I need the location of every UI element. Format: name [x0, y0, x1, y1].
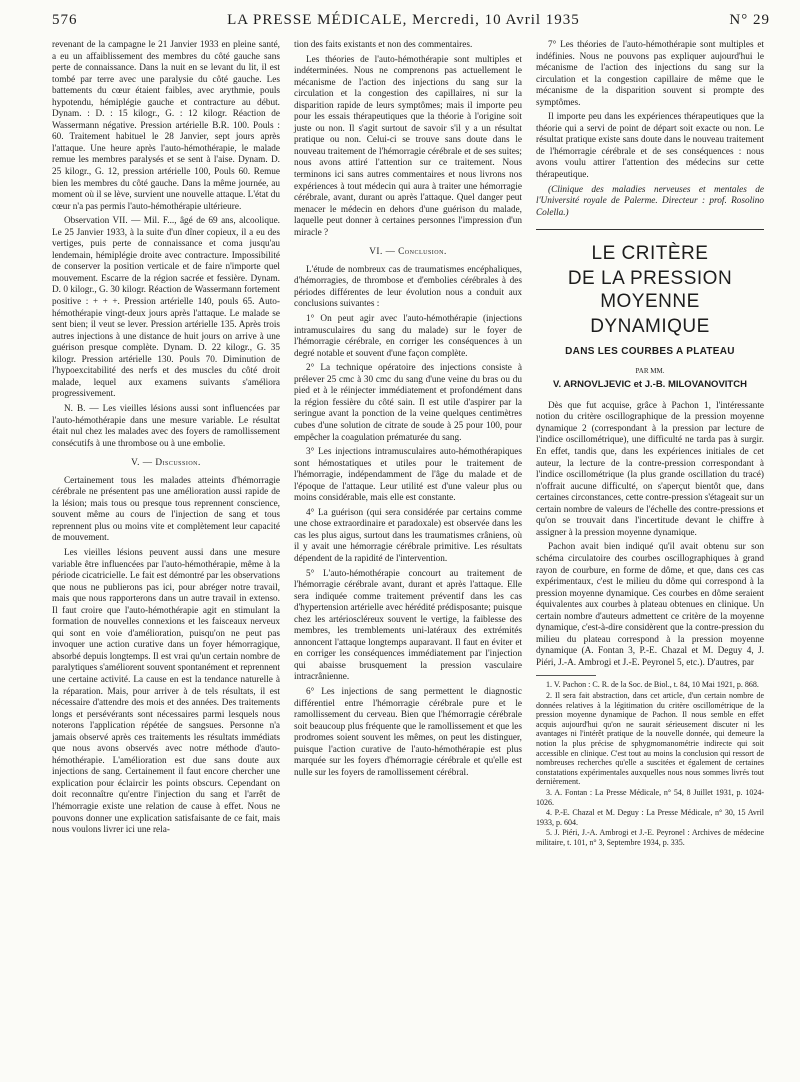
- paragraph: 5° L'auto-hémothérapie concourt au traitement de l'hémorragie cérébrale avant, durant et après l'attaque. Elle sera indiquée comme traitement préventif dans les cas d'hypertension artérielle avec hérédité prédisposante; puisque chez les artérioscléreux souvent le vertige, la faiblesse des membres, les tremblements uni-latéraux des extrémités annoncent l'attaque longtemps auparavant. Il faut en éviter et en corriger les conséquences immédiatement par l'injection qui abaisse brusquement la pression vasculaire intracrânienne.: [294, 568, 522, 683]
- byline-prefix: PAR MM.: [635, 366, 665, 375]
- paragraph: tion des faits existants et non des commentaires.: [294, 40, 473, 50]
- page-header: [52, 12, 770, 34]
- paragraph: N. B. — Les vieilles lésions aussi sont influencées par l'auto-hémothérapie dans une mesure variable. Le résultat était nul chez les malades avec des foyers de ramollissement consécutifs à une thrombose ou à une embolie.: [52, 403, 280, 449]
- article-title-line-1: LE CRITÈRE: [591, 243, 709, 265]
- paragraph: 1° On peut agir avec l'auto-hémothérapie (injections intramusculaires du sang du malade) sur le foyer de l'hémorragie cérébrale, en corriger les conséquences à un degré notable et souvent d'une façon complète.: [294, 314, 522, 359]
- article-title-line-3: DYNAMIQUE: [590, 316, 710, 338]
- paragraph: 4° La guérison (qui sera considérée par certains comme une chose extraordinaire et paradoxale) est observée dans les cas les plus aigus, surtout dans les traumatismes crâniens, où il y avait une hémorragie cérébrale primitive. Les résultats dépendent de la rapidité de l'intervention.: [294, 507, 522, 564]
- clinic-affiliation: (Clinique des maladies nerveuses et mentales de l'Université royale de Palerme. Directeur : prof. Rosolino Colella.): [536, 184, 764, 218]
- footnotes: [536, 680, 764, 847]
- paragraph: 2° La technique opératoire des injections consiste à prélever 25 cmc à 30 cmc du sang d'une veine du bras ou du pied et à le réinjecter immédiatement et profondément dans la région fessière du côté sain. Il est utile d'aspirer par la seringue avant la ponction de la veine quelques centimètres cubes d'une solution de citrate de soude à 25 pour 100, pour empêcher la coagulation prématurée du sang.: [294, 363, 522, 443]
- journal-title: LA PRESSE MÉDICALE, Mercredi, 10 Avril 1935: [227, 12, 580, 28]
- paragraph: Dès que fut acquise, grâce à Pachon 1, l'intéressante notion du critère oscillographique de la pression moyenne dynamique 2 (correspondant à la pression par lecture de l'indice oscillométrique), une difficulté ne tarda pas à surgir. En effet, tandis que, dans les expériences initiales de cet auteur, la lecture de la contre-pression correspondant à l'indice oscillométrique (la plus grande oscillation du tracé) n'offrait aucune difficulté, on s'aperçut bientôt que, dans certaines circonstances, cette contre-pression s'étageait sur un certain nombre de valeurs de l'échelle des contre-pressions et qu'on se trouvait dans l'incertitude devant le chiffre à assigner à la pression moyenne dynamique.: [536, 400, 764, 538]
- column-middle: [294, 40, 522, 849]
- section-heading: VI. — Conclusion.: [369, 247, 447, 258]
- paragraph: Certainement tous les malades atteints d'hémorragie cérébrale ne présentent pas une amélioration aussi rapide de la lésion; mais tous ou presque tous reprennent conscience, souvent même au cours de l'injection de sang et tous reprennent plus ou moins vite et complètement leur capacité de mouvement.: [52, 475, 280, 544]
- footnote: 2. Il sera fait abstraction, dans cet article, d'un certain nombre de données relatives à la légitimation du critère oscillométrique de la pression moyenne dynamique de Pachon. Il nous semble en effet acquis aujourd'hui qu'on ne saurait sérieusement discuter ni les avantages ni l'intérêt pratique de la nouvelle donnée, qui demeure la notion la plus précise de sphygmomanométrie indirecte qui soit accessible en clinique. C'est tout au moins la conclusion qui ressort de nombreuses recherches qu'elle a suscitées et également de certaines constatations expérimentales auxquelles nous nous sommes livrés tout dernièrement.: [536, 691, 764, 787]
- column-right: [536, 40, 764, 849]
- article-title-line-2: DE LA PRESSION MOYENNE: [567, 268, 733, 313]
- issue-number: N° 29: [729, 12, 770, 28]
- footnote: 4. P.-E. Chazal et M. Deguy : La Presse Médicale, n° 30, 15 Avril 1933, p. 604.: [536, 808, 764, 827]
- column-left: [52, 40, 280, 849]
- article-subtitle: DANS LES COURBES A PLATEAU: [565, 346, 735, 358]
- section-heading: V. — Discussion.: [131, 458, 201, 469]
- paragraph: 7° Les théories de l'auto-hémothérapie sont multiples et indéfinies. Nous ne pouvons pas expliquer aujourd'hui le mécanisme de l'action des injections du sang sur la circulation et la congestion capillaire de même que le mécanisme de la disparition souvent si prompte des symptômes.: [536, 40, 764, 108]
- paragraph: Pachon avait bien indiqué qu'il avait obtenu sur son schéma circulatoire des courbes oscillographiques à grand rayon de courbure, en forme de dôme, et que, dans ces cas expérimentaux, c'est le milieu du dôme qui correspond à la pression moyenne dynamique. Ces courbes en dôme seraient équivalentes aux courbes à plateau obtenues en clinique. Un certain nombre d'auteurs admettent ce critère de la moyenne dynamique, c'est-à-dire considèrent que la contre-pression du milieu du plateau correspond à la pression moyenne dynamique (A. Fontan 3, P.-E. Chazal et M. Deguy 4, J. Piéri, J.-A. Ambrogi et J.-E. Peyronel 5, etc.). D'autres, par: [536, 542, 764, 668]
- paragraph: Il importe peu dans les expériences thérapeutiques que la théorie qui a servi de point de départ soit exacte ou non. Le résultat pratique existe sans doute dans le nouveau traitement de l'hémorragie cérébrale et de ses conséquences : nous avons voulu attirer l'attention des médecins sur cette thérapeutique.: [536, 112, 764, 181]
- paragraph: Les vieilles lésions peuvent aussi dans une mesure variable être influencées par l'auto-hémothérapie, même à la période cicatricielle. Le fait est démontré par les observations que nous ne publierons pas ici, pour abréger notre travail, mais que nous rapporterons dans un autre travail in extenso. Il faut croire que l'auto-hémothérapie agit en stimulant la formation de nouvelles connexions et les faisceaux nerveux qui sont en voie d'amélioration, puisqu'on ne peut pas invoquer une action curative dans un foyer hémorragique, absorbé depuis longtemps. Il est vrai qu'un certain nombre de paralytiques s'améliorent souvent spontanément et reprennent une certaine activité. La cause en est la tendance naturelle à la réparation. Mais, pour arriver à de tels résultats, il est nécessaire d'attendre des mois et des années. Des traitements longs et persévérants sont nécessaires parmi lesquels nous noterons l'application répétée de sangsues. Personne n'a jamais observé après ces traitements les résultats immédiats que nous avons observés avec notre méthode d'auto-hémothérapie. L'amélioration est due sans doute aux injections de sang. Certainement il faut encore chercher une explication pour éclaircir les points obscurs. Cependant on doit reconnaître qu'entre l'injection du sang et l'arrêt de l'hémorragie existe une relation de cause à effet. Nous ne pouvons donner une explication satisfaisante de ce fait, mais nous voulons livrer ici une rela-: [52, 547, 280, 836]
- article-authors: V. ARNOVLJEVIC et J.-B. MILOVANOVITCH: [553, 379, 747, 391]
- footnote: 1. V. Pachon : C. R. de la Soc. de Biol., t. 84, 10 Mai 1921, p. 868.: [546, 680, 759, 690]
- footnote: 3. A. Fontan : La Presse Médicale, n° 54, 8 Juillet 1931, p. 1024-1026.: [536, 787, 764, 807]
- article-divider: [536, 229, 764, 230]
- paragraph: L'étude de nombreux cas de traumatismes encéphaliques, d'hémorragies, de thrombose et d'embolies cérébrales à des périodes différentes de leur évolution nous a conduit aux conclusions suivantes :: [294, 264, 522, 310]
- paragraph: 3° Les injections intramusculaires auto-hémothérapiques sont hémostatiques et utiles pour le traitement de l'hémorragie, indépendamment de l'âge du malade et de l'époque de l'attaque. Leur utilité est d'une valeur plus ou moins considérable, mais elle est constante.: [294, 447, 522, 504]
- footnote: 5. J. Piéri, J.-A. Ambrogi et J.-E. Peyronel : Archives de médecine militaire, t. 101, n° 3, Septembre 1934, p. 335.: [536, 828, 764, 847]
- paragraph: Observation VII. — Mil. F..., âgé de 69 ans, alcoolique. Le 25 Janvier 1933, à la suite d'un dîner copieux, il a eu des vertiges, puis perte de connaissance et coma jusqu'au lendemain, hémiplégie droite avec contracture. Impossibilité de conserver la position verticale et de faire n'importe quel mouvement. Escarre de la région sacrée et fessière. Dynam. D. 0 kilogr., G. 30 kilogr. Réaction de Wassermann fortement positive : + + +. Pression artérielle 140, pouls 65. Auto-hémothérapie vingt-deux jours après l'attaque. Le malade se sent bien; il veut se lever. Pression artérielle 135. Après trois autres injections à une distance de huit jours on arrive à une guérison presque complète. Dynam. D. 22 kilogr., G. 35 kilogr. Pression artérielle 130. Pouls 70. Diminution de l'hypoexcitabilité des nerfs et des muscles du côté droit malade, lequel aux examens suivants s'améliora progressivement.: [52, 216, 280, 400]
- page-number: 576: [52, 12, 78, 28]
- footnote-divider: [536, 675, 596, 676]
- paragraph: revenant de la campagne le 21 Janvier 1933 en pleine santé, a eu un affaiblissement des membres du côté gauche sans perte de connaissance. Dans la nuit en se levant du lit, il est tombé par terre avec une paralysie du côté gauche. Les battements du cœur étaient faibles, avec arythmie, pouls hypotendu, hémiplégie gauche et contracture au début. Dynam. : D. : 15 kilogr., G. : 12 kilogr. Réaction de Wassermann négative. Pression artérielle B.R. 100. Pouls : 60. Traitement habituel le 28 Janvier, sept jours après l'attaque. Une heure après l'auto-hémothérapie, le malade remue les membres paralysés et se sent à l'aise. Dynam. D. 25 kilogr., G. 12, pression artérielle 100, Pouls 60. Remue bien les membres du côté gauche. Dans la même journée, au moment où il se lève, survient une nouvelle attaque. L'état du cœur n'a pas permis l'auto-hémothérapie ultérieure.: [52, 40, 280, 212]
- paragraph: 6° Les injections de sang permettent le diagnostic différentiel entre l'hémorragie cérébrale pure et le ramollissement du cerveau. Bien que l'hémorragie cérébrale soit beaucoup plus fréquente que le ramollissement et que les prodromes soient souvent les mêmes, on peut les distinguer, puisque l'action curative de l'auto-hémothérapie est plus marquée sur les foyers d'hémorragie cérébrale et qu'elle est nulle sur les foyers de ramollissement cérébral.: [294, 686, 522, 778]
- paragraph: Les théories de l'auto-hémothérapie sont multiples et indéterminées. Nous ne comprenons pas actuellement le mécanisme de l'action des injections du sang sur la circulation et la congestion des capillaires, ni sur la disparition rapide de leurs symptômes; mais il importe peu pour les essais thérapeutiques que la théorie à l'origine soit juste ou non. Il s'agit surtout de savoir s'il y a un résultat pratique ou non. Celui-ci se trouve sans doute dans le nouveau traitement de l'hémorragie cérébrale et de ses suites; nous avons attiré l'attention sur ce traitement. Nous terminons ici sans autres commentaires et nous livrons nos expériences à tout médecin qui aura à traiter une hémorragie cérébrale, avant, durant ou après l'attaque. Quel danger peut menacer le médecin en dehors d'une guérison du malade, laquelle peut donner à certaines personnes l'impression d'un miracle ?: [294, 54, 522, 238]
